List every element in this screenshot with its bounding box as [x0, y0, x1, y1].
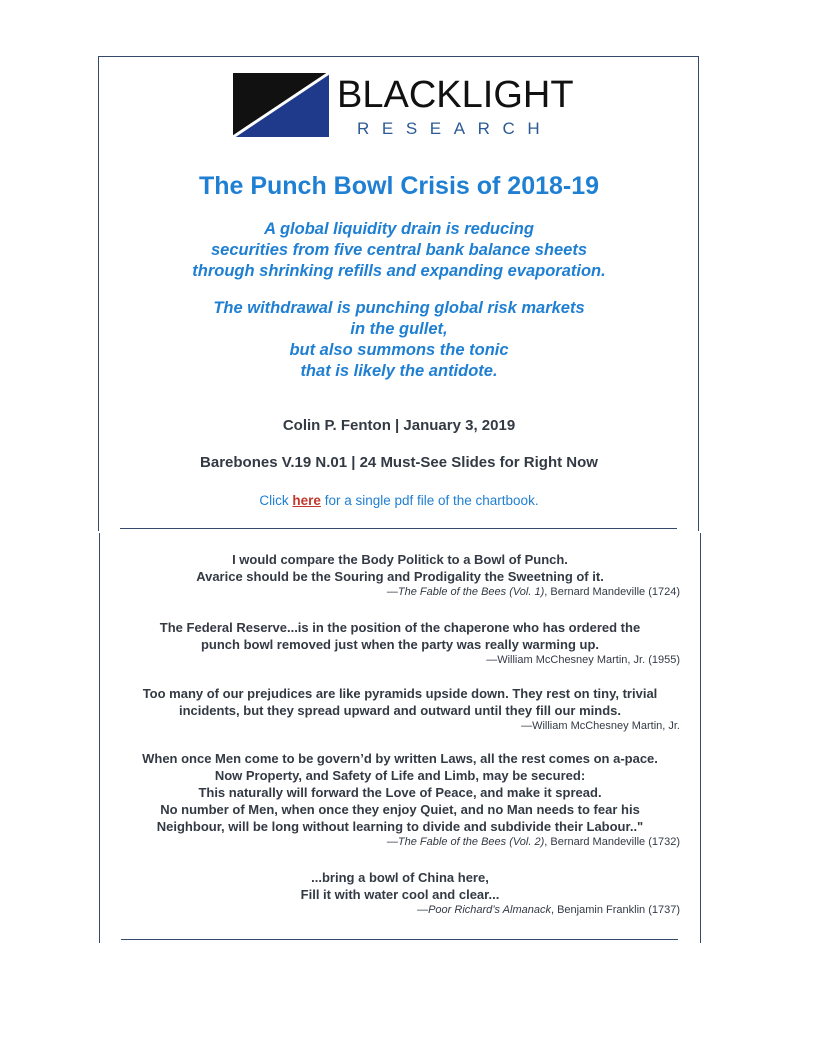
quote-line: When once Men come to be govern’d by written Laws, all the rest comes on a-pace.: [142, 751, 658, 766]
logo-subtitle: RESEARCH: [357, 119, 553, 138]
page-title: The Punch Bowl Crisis of 2018-19: [198, 172, 600, 200]
quote-attribution: [100, 585, 700, 599]
attr-author: , Bernard Mandeville (1732): [544, 836, 680, 848]
subtitle-line: The withdrawal is punching global risk markets: [213, 299, 585, 317]
subtitle-line: securities from five central bank balance sheets: [211, 241, 587, 259]
quote-franklin: [100, 869, 700, 917]
pdf-download-link[interactable]: here: [292, 493, 321, 508]
subtitle-block-2: [99, 298, 699, 382]
quote-line: Now Property, and Safety of Life and Limb, may be secured:: [214, 768, 586, 783]
logo-mark-icon: [233, 73, 329, 137]
logo-word-light: LIGHT: [461, 74, 574, 116]
attr-author: William McChesney Martin, Jr. (1955): [497, 654, 680, 666]
quote-attribution: [100, 719, 700, 733]
logo-wordmark: [337, 73, 574, 117]
attr-dash: —: [386, 586, 398, 598]
subtitle-block-1: [99, 219, 699, 282]
quote-martin-1: [100, 619, 700, 667]
quote-line: The Federal Reserve...is in the position of the chaperone who has ordered the: [159, 620, 641, 635]
series-line: Barebones V.19 N.01 | 24 Must-See Slides for Right Now: [200, 454, 598, 471]
divider: [120, 528, 677, 529]
quote-line: Neighbour, will be long without learning to divide and subdivide their Labour..": [156, 819, 644, 834]
author-date: Colin P. Fenton | January 3, 2019: [282, 417, 516, 434]
attr-source: The Fable of the Bees (Vol. 2): [397, 836, 545, 848]
quote-line: Fill it with water cool and clear...: [300, 887, 500, 902]
click-prefix: Click: [259, 493, 293, 508]
blacklight-logo: [233, 73, 573, 141]
attr-dash: —: [417, 904, 429, 916]
quote-line: I would compare the Body Politick to a Bowl of Punch.: [232, 552, 568, 567]
quote-mandeville-2: [100, 750, 700, 849]
quote-martin-2: [100, 685, 700, 733]
pdf-download-line: [99, 492, 699, 510]
quote-line: Avarice should be the Souring and Prodigality the Sweetning of it.: [196, 569, 604, 584]
attr-author: William McChesney Martin, Jr.: [532, 720, 680, 732]
subtitle-line: but also summons the tonic: [289, 341, 509, 359]
subtitle-line: A global liquidity drain is reducing: [264, 220, 534, 238]
subtitle-line: through shrinking refills and expanding evaporation.: [192, 262, 606, 280]
quote-mandeville-1: [100, 551, 700, 599]
quote-line: Too many of our prejudices are like pyramids upside down. They rest on tiny, trivial: [142, 686, 658, 701]
attr-dash: —: [521, 720, 533, 732]
quote-line: ...bring a bowl of China here,: [311, 870, 489, 885]
quote-attribution: [100, 653, 700, 667]
click-suffix: for a single pdf file of the chartbook.: [320, 493, 539, 508]
quote-attribution: [100, 835, 700, 849]
quote-line: No number of Men, when once they enjoy Quiet, and no Man needs to fear his: [160, 802, 640, 817]
quote-line: punch bowl removed just when the party was really warming up.: [200, 637, 600, 652]
attr-dash: —: [386, 836, 398, 848]
attr-author: , Bernard Mandeville (1724): [544, 586, 680, 598]
quote-attribution: [100, 903, 700, 917]
subtitle-line: in the gullet,: [350, 320, 448, 338]
divider: [121, 939, 678, 940]
attr-source: The Fable of the Bees (Vol. 1): [397, 586, 545, 598]
subtitle-line: that is likely the antidote.: [300, 362, 498, 380]
logo-word-black: BLACK: [337, 74, 462, 116]
quote-line: incidents, but they spread upward and outward until they fill our minds.: [178, 703, 622, 718]
attr-source: Poor Richard’s Almanack: [428, 904, 551, 916]
quote-line: This naturally will forward the Love of Peace, and make it spread.: [198, 785, 602, 800]
attr-dash: —: [486, 654, 498, 666]
attr-author: , Benjamin Franklin (1737): [550, 904, 680, 916]
